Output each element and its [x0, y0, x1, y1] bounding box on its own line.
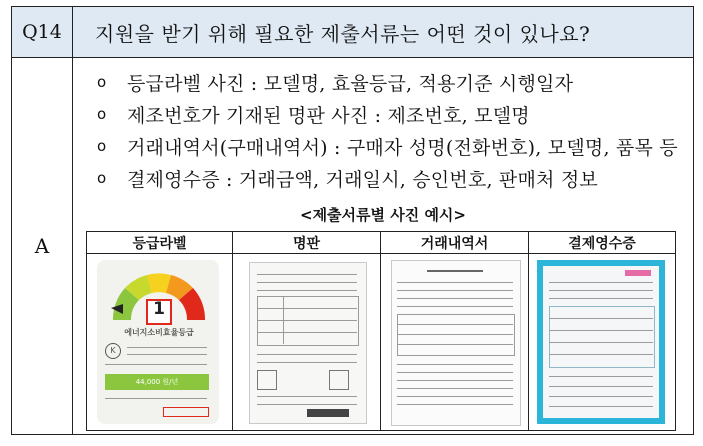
item-text: 등급라벨 사진 : 모델명, 효율등급, 적용기준 시행일자	[127, 72, 574, 95]
spec-table	[257, 296, 359, 346]
photo-caption: <제출서류별 사진 예시>	[300, 206, 466, 224]
item-text: 제조번호가 기재된 명판 사진 : 제조번호, 모델명	[127, 104, 530, 127]
photo-header-label: 등급라벨	[87, 232, 233, 254]
serial-number-area	[307, 409, 349, 417]
qa-table	[11, 6, 694, 435]
item-text: 결제영수증 : 거래금액, 거래일시, 승인번호, 판매처 정보	[127, 168, 598, 191]
list-item	[97, 162, 697, 194]
transaction-statement-photo	[381, 254, 529, 430]
list-item	[97, 66, 697, 98]
energy-label-photo	[87, 254, 233, 430]
nameplate-photo	[233, 254, 381, 430]
label-title: 에너지소비효율등급	[124, 328, 194, 337]
bullet-icon: o	[97, 73, 107, 91]
qa-box	[11, 6, 694, 435]
answer-body	[73, 58, 693, 434]
merchant-logo	[625, 270, 651, 276]
date-highlight	[163, 407, 209, 417]
receipt-photo	[529, 254, 675, 430]
bullet-icon: o	[97, 137, 107, 155]
bullet-icon: o	[97, 169, 107, 187]
label-cost-bar: 44,000 원/년	[105, 374, 209, 390]
item-table	[397, 314, 515, 356]
question-label: Q14	[12, 7, 73, 57]
label-grade: 1	[153, 299, 165, 319]
certification-icon	[257, 370, 277, 390]
kc-mark-icon: K	[105, 343, 121, 359]
barcode-icon	[329, 370, 349, 390]
photo-table	[86, 231, 676, 431]
list-item	[97, 130, 697, 162]
photo-header-transaction: 거래내역서	[381, 232, 529, 254]
requirements-list	[97, 66, 697, 194]
list-item	[97, 98, 697, 130]
item-text: 거래내역서(구매내역서) : 구매자 성명(전화번호), 모델명, 품목 등	[127, 136, 678, 159]
bullet-icon: o	[97, 105, 107, 123]
question-text: 지원을 받기 위해 필요한 제출서류는 어떤 것이 있나요?	[95, 21, 591, 46]
question-row	[12, 7, 693, 58]
answer-label: A	[12, 58, 73, 434]
payment-details	[549, 306, 655, 368]
photo-header-nameplate: 명판	[233, 232, 381, 254]
photo-header-receipt: 결제영수증	[529, 232, 675, 254]
